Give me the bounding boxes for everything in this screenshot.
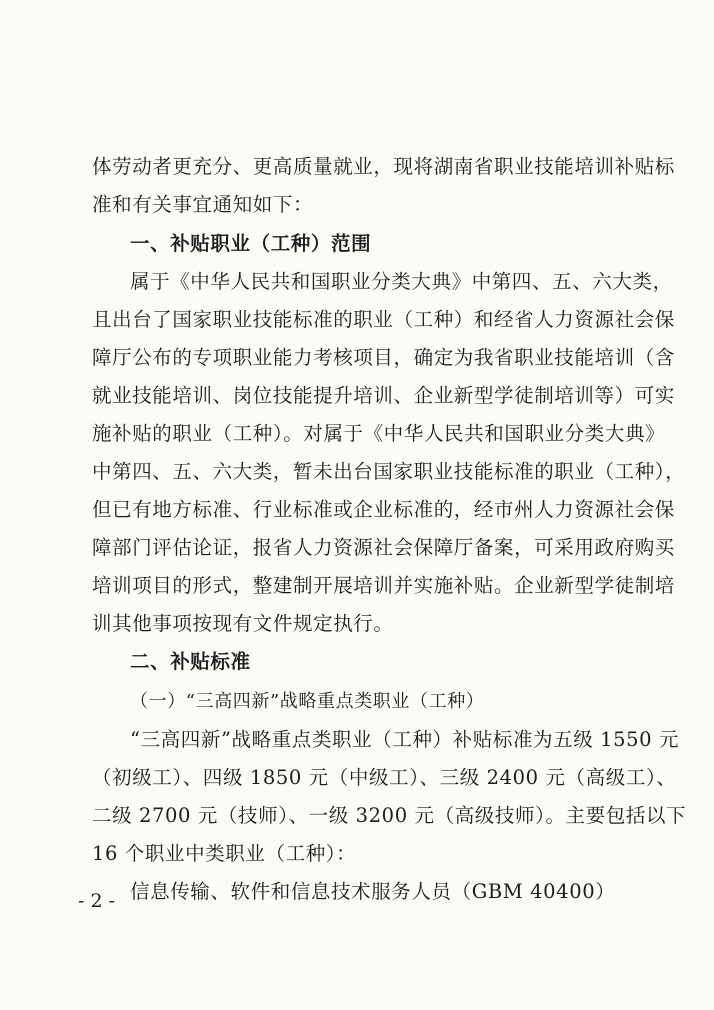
body-text-line: 训其他事项按现有文件规定执行。 <box>92 612 394 635</box>
body-text-line: 准和有关事宜通知如下： <box>92 193 314 216</box>
body-text-line: “三高四新”战略重点类职业（工种）补贴标准为五级 1550 元 <box>130 728 680 751</box>
body-text-line: 属于《中华人民共和国职业分类大典》中第四、五、六大类， <box>130 270 673 293</box>
body-text-line: 二级 2700 元（技师）、一级 3200 元（高级技师）。主要包括以下 <box>92 804 687 827</box>
body-text-line: 但已有地方标准、行业标准或企业标准的，经市州人力资源社会保 <box>92 498 675 521</box>
body-text-line: 信息传输、软件和信息技术服务人员（GBM 40400） <box>130 880 616 903</box>
body-text-line: 中第四、五、六大类，暂未出台国家职业技能标准的职业（工种）， <box>92 460 686 483</box>
page-number: - 2 - <box>78 890 116 912</box>
body-text-line: （初级工）、四级 1850 元（中级工）、三级 2400 元（高级工）、 <box>92 766 677 789</box>
body-text-line: 障厅公布的专项职业能力考核项目，确定为我省职业技能培训（含 <box>92 346 675 369</box>
subsection-heading: （一）“三高四新”战略重点类职业（工种） <box>130 691 485 712</box>
body-text-line: 16 个职业中类职业（工种）： <box>92 842 357 865</box>
section-heading-2: 二、补贴标准 <box>130 650 251 673</box>
section-heading-1: 一、补贴职业（工种）范围 <box>130 232 372 255</box>
body-text-line: 且出台了国家职业技能标准的职业（工种）和经省人力资源社会保 <box>92 308 675 331</box>
body-text-line: 体劳动者更充分、更高质量就业，现将湖南省职业技能培训补贴标 <box>92 155 675 178</box>
body-text-line: 就业技能培训、岗位技能提升培训、企业新型学徒制培训等）可实 <box>92 384 675 407</box>
body-text-line: 施补贴的职业（工种）。对属于《中华人民共和国职业分类大典》 <box>92 422 666 445</box>
body-text-line: 培训项目的形式，整建制开展培训并实施补贴。企业新型学徒制培 <box>92 574 675 597</box>
body-text-line: 障部门评估论证，报省人力资源社会保障厅备案，可采用政府购买 <box>92 536 675 559</box>
